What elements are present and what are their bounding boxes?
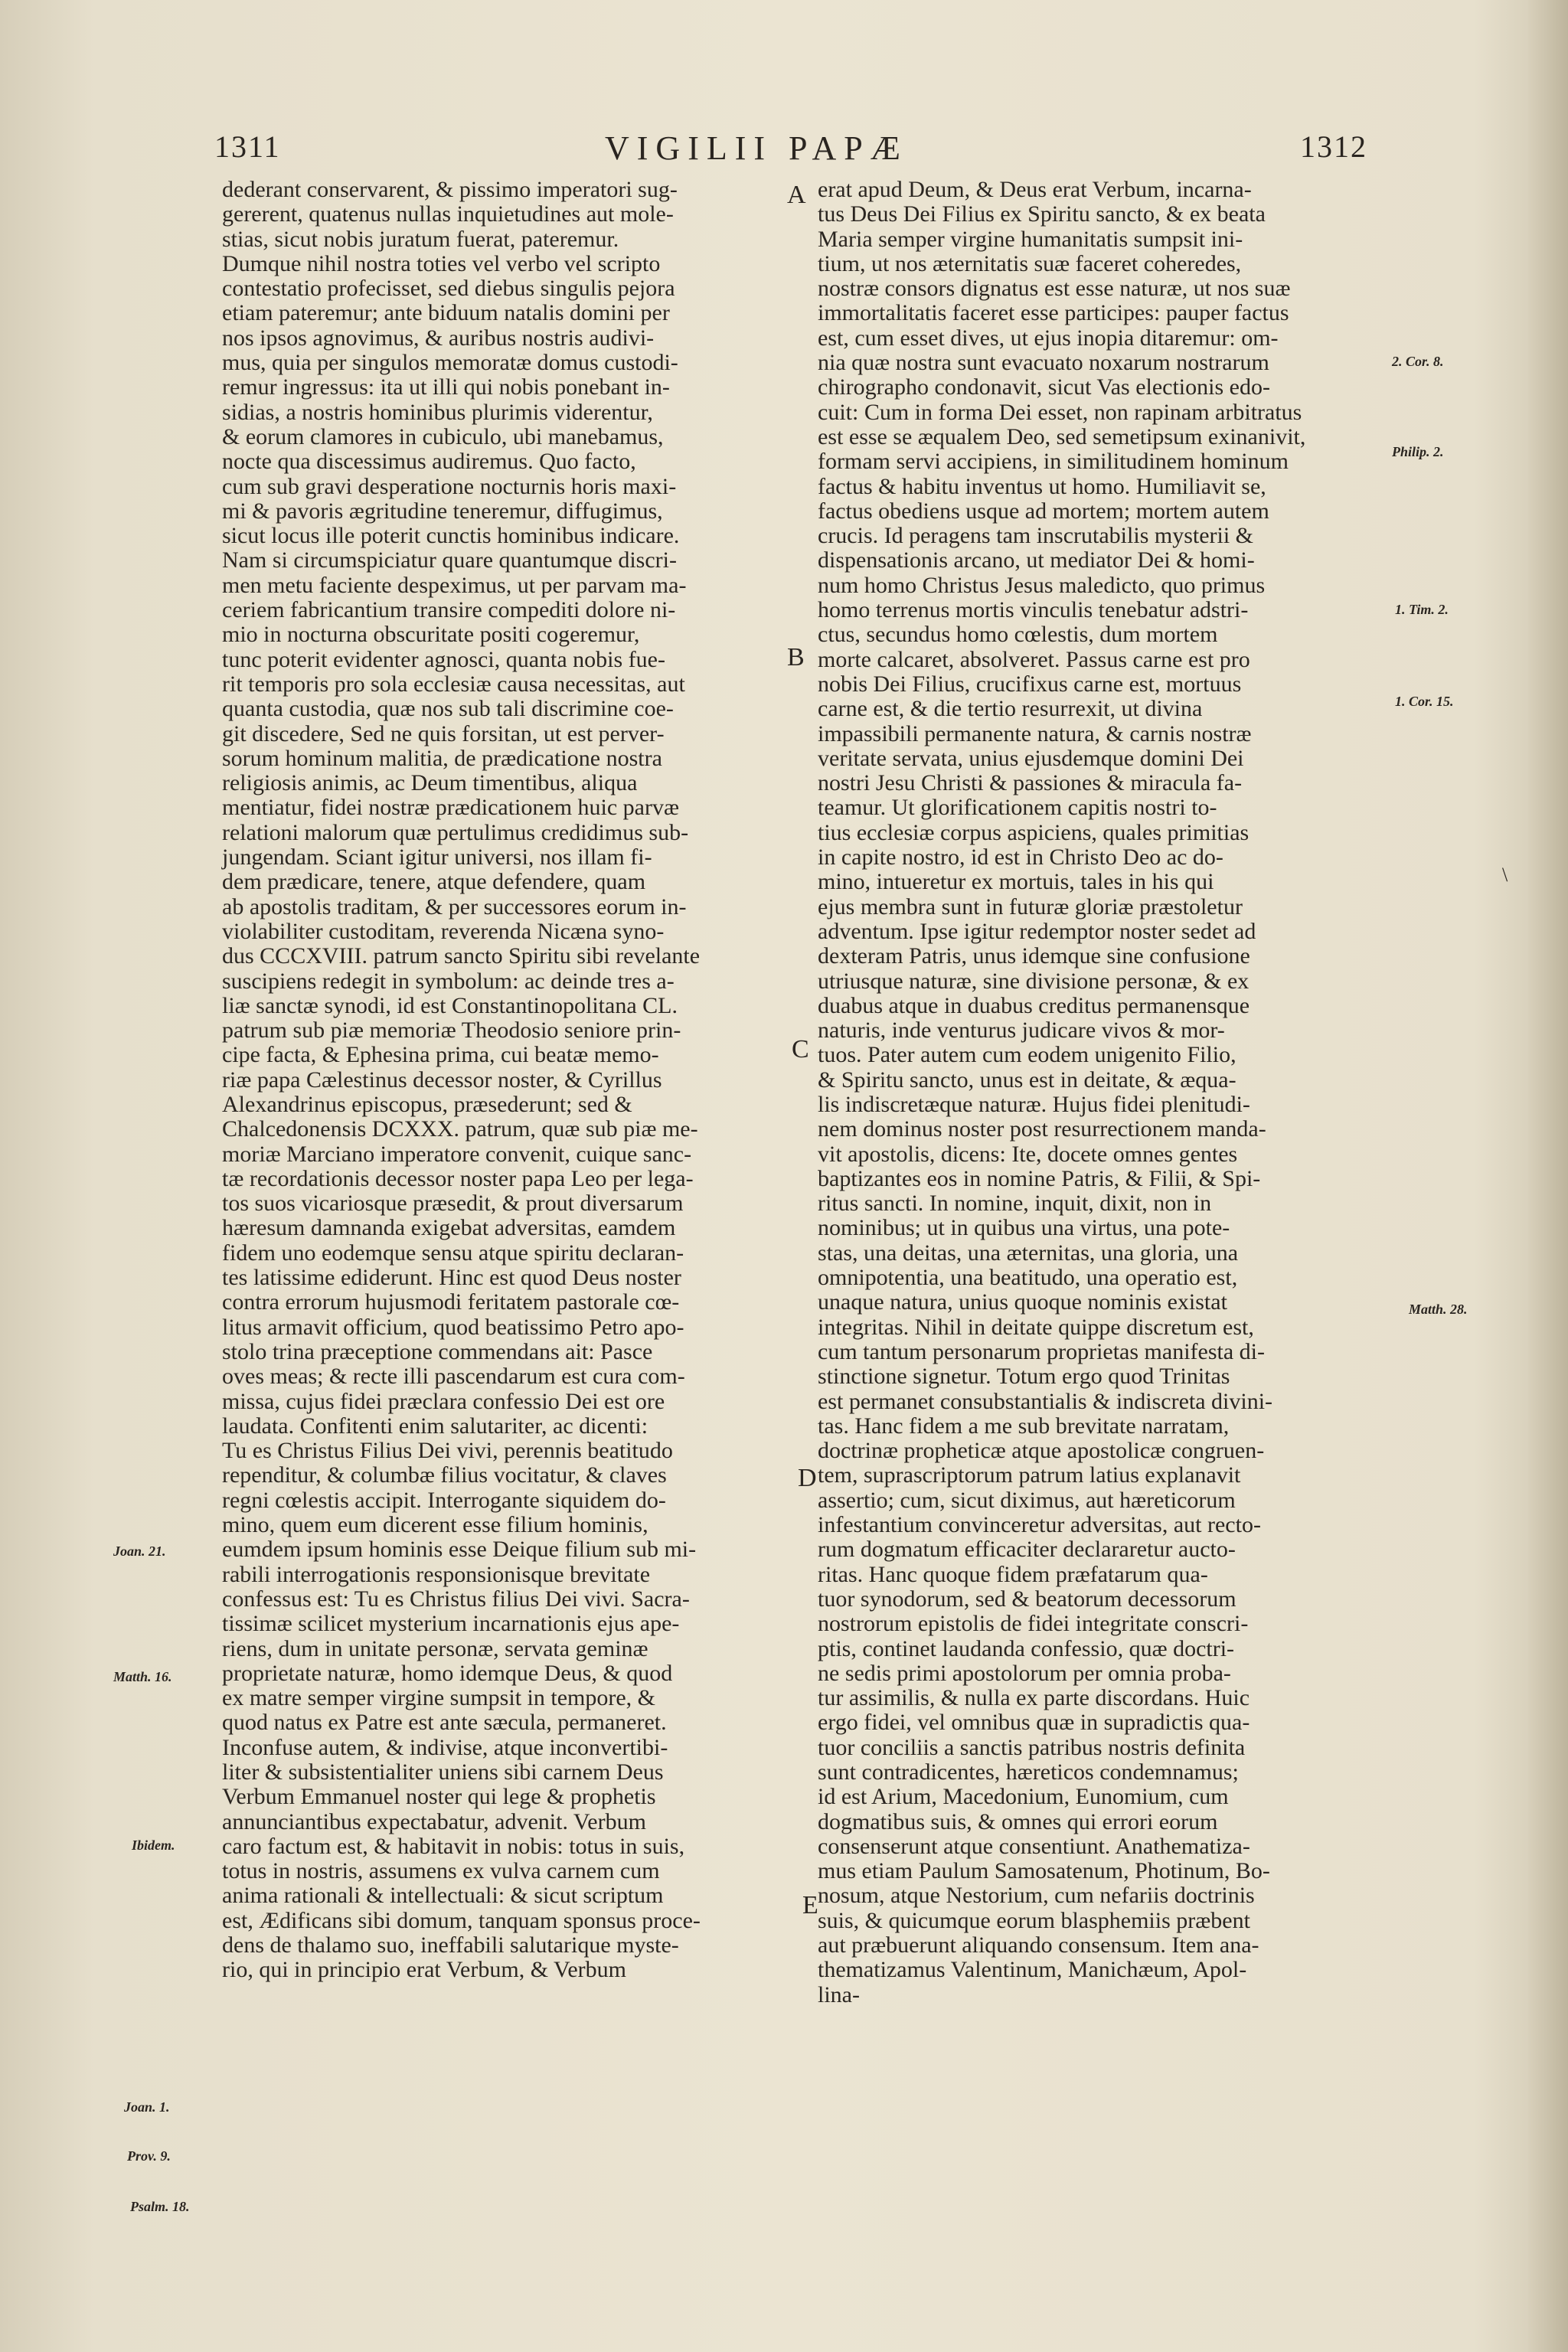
text-line: rum dogmatum efficaciter declararetur aucto- <box>818 1537 1236 1563</box>
text-line: rio, qui in principio erat Verbum, & Verbum <box>222 1957 626 1983</box>
text-line: moriæ Marciano imperatore convenit, cuique sanc- <box>222 1141 692 1167</box>
text-line: erat apud Deum, & Deus erat Verbum, incarna- <box>818 177 1252 202</box>
text-line: ritas. Hanc quoque fidem præfatarum qua- <box>818 1561 1208 1587</box>
text-line: lina- <box>818 1981 860 2007</box>
margin-note-matth-28: Matth. 28. <box>1409 1302 1468 1317</box>
text-line: est, cum esset dives, ut ejus inopia ditaremur: om- <box>818 325 1279 351</box>
text-line: tuos. Pater autem cum eodem unigenito Filio, <box>818 1042 1236 1068</box>
text-line: homo terrenus mortis vinculis tenebatur adstri- <box>818 597 1249 623</box>
text-line: tunc poterit evidenter agnosci, quanta nobis fue- <box>222 646 665 672</box>
text-line: confessus est: Tu es Christus filius Dei vivi. Sacra- <box>222 1586 690 1612</box>
text-line: tius ecclesiæ corpus aspiciens, quales primitias <box>818 819 1250 845</box>
text-line: quod natus ex Patre est ante sæcula, permaneret. <box>222 1710 667 1736</box>
text-line: suscipiens redegit in symbolum: ac deinde tres a- <box>222 968 675 994</box>
text-line: ex matre semper virgine sumpsit in tempore, & <box>222 1685 655 1711</box>
text-line: dem prædicare, tenere, atque defendere, quam <box>222 869 646 895</box>
text-line: tur assimilis, & nulla ex parte discordans. Huic <box>818 1685 1250 1711</box>
text-line: ne sedis primi apostolorum per omnia proba- <box>818 1660 1231 1686</box>
text-line: etiam pateremur; ante biduum natalis domini per <box>222 300 670 326</box>
margin-note-2-cor-8: 2. Cor. 8. <box>1392 354 1444 369</box>
text-line: quanta custodia, quæ nos sub tali discrimine coe- <box>222 696 674 722</box>
text-line: liter & subsistentialiter uniens sibi carnem Deus <box>222 1759 664 1785</box>
text-line: contestatio profecisset, sed diebus singulis pejora <box>222 276 675 302</box>
text-line: dederant conservarent, & pissimo imperatori sug- <box>222 177 678 202</box>
text-line: stas, una deitas, una æternitas, una gloria, una <box>818 1240 1239 1266</box>
text-line: cum sub gravi desperatione nocturnis horis maxi- <box>222 473 677 499</box>
text-line: consenserunt atque consentiunt. Anathematiza- <box>818 1833 1250 1859</box>
text-line: Nam si circumspiciatur quare quantumque discri- <box>222 547 677 573</box>
text-line: missa, cujus fidei præclara confessio Dei est ore <box>222 1388 665 1414</box>
text-line: relationi malorum quæ pertulimus credidimus sub- <box>222 819 689 845</box>
page-number-left: 1311 <box>214 129 281 164</box>
text-line: remur ingressus: ita ut illi qui nobis ponebant in- <box>222 374 670 400</box>
text-line: proprietate naturæ, homo idemque Deus, & quod <box>222 1660 673 1686</box>
text-line: sidias, a nostris hominibus plurimis viderentur, <box>222 399 653 425</box>
text-line: nia quæ nostra sunt evacuato noxarum nostrarum <box>818 350 1269 376</box>
text-line: oves meas; & recte illi pascendarum est cura com- <box>222 1364 685 1390</box>
text-line: aut præbuerunt aliquando consensum. Item ana- <box>818 1932 1259 1958</box>
text-line: chirographo condonavit, sicut Vas electionis edo- <box>818 374 1270 400</box>
text-line: adventum. Ipse igitur redemptor noster sedet ad <box>818 918 1256 944</box>
text-line: gererent, quatenus nullas inquietudines aut mole- <box>222 201 674 227</box>
text-line: infestantium convinceretur adversitas, aut recto- <box>818 1512 1261 1538</box>
section-letter-d: D <box>798 1464 817 1492</box>
text-line: nostri Jesu Christi & passiones & miracula fa- <box>818 770 1243 796</box>
text-line: crucis. Id peragens tam inscrutabilis mysterii & <box>818 523 1254 549</box>
text-line: & Spiritu sancto, unus est in deitate, & æqua- <box>818 1067 1236 1093</box>
text-line: assertio; cum, sicut diximus, aut hæreticorum <box>818 1487 1236 1513</box>
text-line: nos ipsos agnovimus, & auribus nostris audivi- <box>222 325 655 351</box>
text-line: rit temporis pro sola ecclesiæ causa necessitas, aut <box>222 671 685 697</box>
text-line: utriusque naturæ, sine divisione personæ, & ex <box>818 968 1250 994</box>
text-line: id est Arium, Macedonium, Eunomium, cum <box>818 1784 1229 1810</box>
text-line: riens, dum in unitate personæ, servata geminæ <box>222 1635 648 1661</box>
margin-note-joan-1: Joan. 1. <box>124 2099 170 2115</box>
text-line: tæ recordationis decessor noster papa Leo per lega- <box>222 1165 694 1191</box>
text-line: dogmatibus suis, & omnes qui errori eorum <box>818 1808 1218 1834</box>
text-line: mino, intueretur ex mortuis, tales in his qui <box>818 869 1214 895</box>
margin-note-psalm-18: Psalm. 18. <box>130 2199 190 2214</box>
text-line: unaque natura, unius quoque nominis existat <box>818 1289 1227 1315</box>
text-line: Chalcedonensis DCXXX. patrum, quæ sub piæ me- <box>222 1116 698 1142</box>
text-line: impassibili permanente natura, & carnis nostræ <box>818 720 1252 746</box>
right-text-column <box>818 178 1401 2007</box>
section-letter-c: C <box>792 1035 809 1063</box>
text-line: anima rationali & intellectuali: & sicut scriptum <box>222 1883 664 1909</box>
text-line: mi & pavoris ægritudine teneremur, diffugimus, <box>222 498 663 524</box>
text-line: morte calcaret, absolveret. Passus carne est pro <box>818 646 1250 672</box>
left-text-column <box>222 178 808 1983</box>
text-line: & eorum clamores in cubiculo, ubi manebamus, <box>222 423 664 449</box>
text-line: naturis, inde venturus judicare vivos & mor- <box>818 1018 1225 1044</box>
text-line: fidem uno eodemque sensu atque spiritu declaran- <box>222 1240 684 1266</box>
text-line: carne est, & die tertio resurrexit, ut divina <box>818 696 1203 722</box>
text-line: tissimæ scilicet mysterium incarnationis ejus ape- <box>222 1611 680 1637</box>
text-line: tuor synodorum, sed & beatorum decessorum <box>818 1586 1236 1612</box>
text-line: nominibus; ut in quibus una virtus, una pote- <box>818 1215 1230 1241</box>
text-line: lis indiscretæque naturæ. Hujus fidei plenitudi- <box>818 1091 1250 1117</box>
text-line: rabili interrogationis responsionisque brevitate <box>222 1561 651 1587</box>
text-line: ritus sancti. In nomine, inquit, dixit, non in <box>818 1191 1212 1217</box>
margin-note-ibidem: Ibidem. <box>132 1838 175 1853</box>
text-line: stias, sicut nobis juratum fuerat, pateremur. <box>222 226 619 252</box>
text-line: contra errorum hujusmodi feritatem pastorale cœ- <box>222 1289 680 1315</box>
text-line: est permanet consubstantialis & indiscreta divini- <box>818 1388 1273 1414</box>
text-line: nocte qua discessimus audiremus. Quo facto, <box>222 449 636 475</box>
text-line: caro factum est, & habitavit in nobis: totus in suis, <box>222 1833 685 1859</box>
text-line: regni cœlestis accipit. Interrogante siquidem do- <box>222 1487 666 1513</box>
text-line: Alexandrinus episcopus, præsederunt; sed & <box>222 1091 632 1117</box>
text-line: totus in nostris, assumens ex vulva carnem cum <box>222 1858 660 1884</box>
text-line: doctrinæ propheticæ atque apostolicæ congruen- <box>818 1438 1265 1464</box>
text-line: dens de thalamo suo, ineffabili salutarique myste- <box>222 1932 679 1958</box>
text-line: vit apostolis, dicens: Ite, docete omnes gentes <box>818 1141 1238 1167</box>
text-line: riæ papa Cælestinus decessor noster, & Cyrillus <box>222 1067 662 1093</box>
text-line: factus & habitu inventus ut homo. Humiliavit se, <box>818 473 1266 499</box>
text-line: Verbum Emmanuel noster qui lege & prophetis <box>222 1784 656 1810</box>
text-line: religiosis animis, ac Deum timentibus, aliqua <box>222 770 638 796</box>
text-line: stolo trina præceptione commendans ait: Pasce <box>222 1338 653 1364</box>
text-line: est, Ædificans sibi domum, tanquam sponsus proce- <box>222 1907 701 1933</box>
text-line: immortalitatis faceret esse participes: pauper factus <box>818 300 1289 326</box>
margin-note-prov-9: Prov. 9. <box>127 2148 171 2164</box>
text-line: annunciantibus expectabatur, advenit. Verbum <box>222 1808 646 1834</box>
text-line: dus CCCXVIII. patrum sancto Spiritu sibi revelante <box>222 943 701 969</box>
text-line: tas. Hanc fidem a me sub brevitate narratam, <box>818 1413 1230 1439</box>
text-line: cipe facta, & Ephesina prima, cui beatæ memo- <box>222 1042 659 1068</box>
text-line: tium, ut nos æternitatis suæ faceret coheredes, <box>818 250 1242 276</box>
text-line: est esse se æqualem Deo, sed semetipsum exinanivit, <box>818 423 1306 449</box>
text-line: tus Deus Dei Filius ex Spiritu sancto, & ex beata <box>818 201 1266 227</box>
text-line: integritas. Nihil in deitate quippe discretum est, <box>818 1314 1254 1340</box>
text-line: ceriem fabricantium transire compediti dolore ni- <box>222 597 676 623</box>
text-line: dexteram Patris, unus idemque sine confusione <box>818 943 1250 969</box>
text-line: sicut locus ille poterit cunctis hominibus indicare. <box>222 523 680 549</box>
text-line: litus armavit officium, quod beatissimo Petro apo- <box>222 1314 684 1340</box>
text-line: sorum hominum malitia, de prædicatione nostra <box>222 745 662 771</box>
text-line: sunt contradicentes, hæreticos condemnamus; <box>818 1759 1239 1785</box>
text-line: men metu faciente despeximus, ut per parvam ma- <box>222 572 687 598</box>
text-line: tos suos vicariosque præsedit, & prout diversarum <box>222 1191 684 1217</box>
text-line: ejus membra sunt in futuræ gloriæ præstoletur <box>818 893 1243 920</box>
text-line: ptis, continet laudanda confessio, quæ doctri- <box>818 1635 1235 1661</box>
text-line: formam servi accipiens, in similitudinem hominum <box>818 449 1289 475</box>
text-line: ctus, secundus homo cœlestis, dum mortem <box>818 622 1218 648</box>
text-line: mio in nocturna obscuritate positi cogeremur, <box>222 622 640 648</box>
text-line: Tu es Christus Filius Dei vivi, perennis beatitudo <box>222 1438 673 1464</box>
text-line: nem dominus noster post resurrectionem manda- <box>818 1116 1266 1142</box>
text-line: duabus atque in duabus creditus permanensque <box>818 992 1250 1018</box>
text-line: in capite nostro, id est in Christo Deo ac do- <box>818 844 1223 871</box>
text-line: factus obediens usque ad mortem; mortem autem <box>818 498 1269 524</box>
text-line: mentiatur, fidei nostræ prædicationem huic parvæ <box>222 795 679 821</box>
margin-note-philip-2: Philip. 2. <box>1392 444 1444 459</box>
text-line: rependitur, & columbæ filius vocitatur, & claves <box>222 1462 667 1488</box>
text-line: suis, & quicumque eorum blasphemiis præbent <box>818 1907 1250 1933</box>
margin-note-matth-16: Matth. 16. <box>113 1669 172 1684</box>
text-line: nostræ consors dignatus est esse naturæ, ut nos suæ <box>818 276 1291 302</box>
text-line: Dumque nihil nostra toties vel verbo vel scripto <box>222 250 661 276</box>
text-line: hæresum damnanda exigebat adversitas, eamdem <box>222 1215 676 1241</box>
text-line: cum tantum personarum proprietas manifesta di- <box>818 1338 1265 1364</box>
text-line: nosum, atque Nestorium, cum nefariis doctrinis <box>818 1883 1255 1909</box>
text-line: laudata. Confitenti enim salutariter, ac dicenti: <box>222 1413 648 1439</box>
text-line: violabiliter custoditam, reverenda Nicæna syno- <box>222 918 665 944</box>
page-number-right: 1312 <box>1300 129 1367 164</box>
text-line: ergo fidei, vel omnibus quæ in supradictis qua- <box>818 1710 1250 1736</box>
text-line: dispensationis arcano, ut mediator Dei & homi- <box>818 547 1255 573</box>
text-line: tem, suprascriptorum patrum latius explanavit <box>818 1462 1241 1488</box>
text-line: tes latissime ediderunt. Hinc est quod Deus noster <box>222 1265 681 1291</box>
text-line: veritate servata, unius ejusdemque domini Dei <box>818 745 1244 771</box>
stray-mark: \ <box>1502 864 1508 886</box>
text-line: jungendam. Sciant igitur universi, nos illam fi- <box>222 844 652 871</box>
text-line: patrum sub piæ memoriæ Theodosio seniore prin- <box>222 1018 681 1044</box>
margin-note-1-cor-15: 1. Cor. 15. <box>1395 694 1454 709</box>
text-line: tuor conciliis a sanctis patribus nostris definita <box>818 1734 1246 1760</box>
margin-note-1-tim-2: 1. Tim. 2. <box>1395 602 1449 617</box>
text-line: cuit: Cum in forma Dei esset, non rapinam arbitratus <box>818 399 1302 425</box>
text-line: nobis Dei Filius, crucifixus carne est, mortuus <box>818 671 1242 697</box>
text-line: thematizamus Valentinum, Manichæum, Apol- <box>818 1957 1247 1983</box>
text-line: liæ sanctæ synodi, id est Constantinopolitana CL. <box>222 992 678 1018</box>
text-line: git discedere, Sed ne quis forsitan, ut est perver- <box>222 720 665 746</box>
text-line: num homo Christus Jesus maledicto, quo primus <box>818 572 1266 598</box>
text-line: mino, quem eum dicerent esse filium hominis, <box>222 1512 648 1538</box>
page-gutter <box>1528 0 1568 2352</box>
text-line: Maria semper virgine humanitatis sumpsit ini- <box>818 226 1243 252</box>
text-line: mus, quia per singulos memoratæ domus custodi- <box>222 350 678 376</box>
text-line: baptizantes eos in nomine Patris, & Filii, & Spi- <box>818 1165 1261 1191</box>
text-line: ab apostolis traditam, & per successores eorum in- <box>222 893 687 920</box>
margin-note-joan-21: Joan. 21. <box>113 1544 166 1559</box>
text-line: stinctione signetur. Totum ergo quod Trinitas <box>818 1364 1230 1390</box>
text-line: omnipotentia, una beatitudo, una operatio est, <box>818 1265 1238 1291</box>
section-letter-a: A <box>787 181 806 209</box>
text-line: eumdem ipsum hominis esse Deique filium sub mi- <box>222 1537 697 1563</box>
running-title: VIGILII PAPÆ <box>605 129 908 167</box>
text-line: Inconfuse autem, & indivise, atque inconvertibi- <box>222 1734 668 1760</box>
section-letter-e: E <box>802 1891 818 1919</box>
text-line: mus etiam Paulum Samosatenum, Photinum, Bo- <box>818 1858 1270 1884</box>
section-letter-b: B <box>787 643 805 671</box>
text-line: nostrorum epistolis de fidei integritate conscri- <box>818 1611 1249 1637</box>
text-line: teamur. Ut glorificationem capitis nostri to- <box>818 795 1217 821</box>
